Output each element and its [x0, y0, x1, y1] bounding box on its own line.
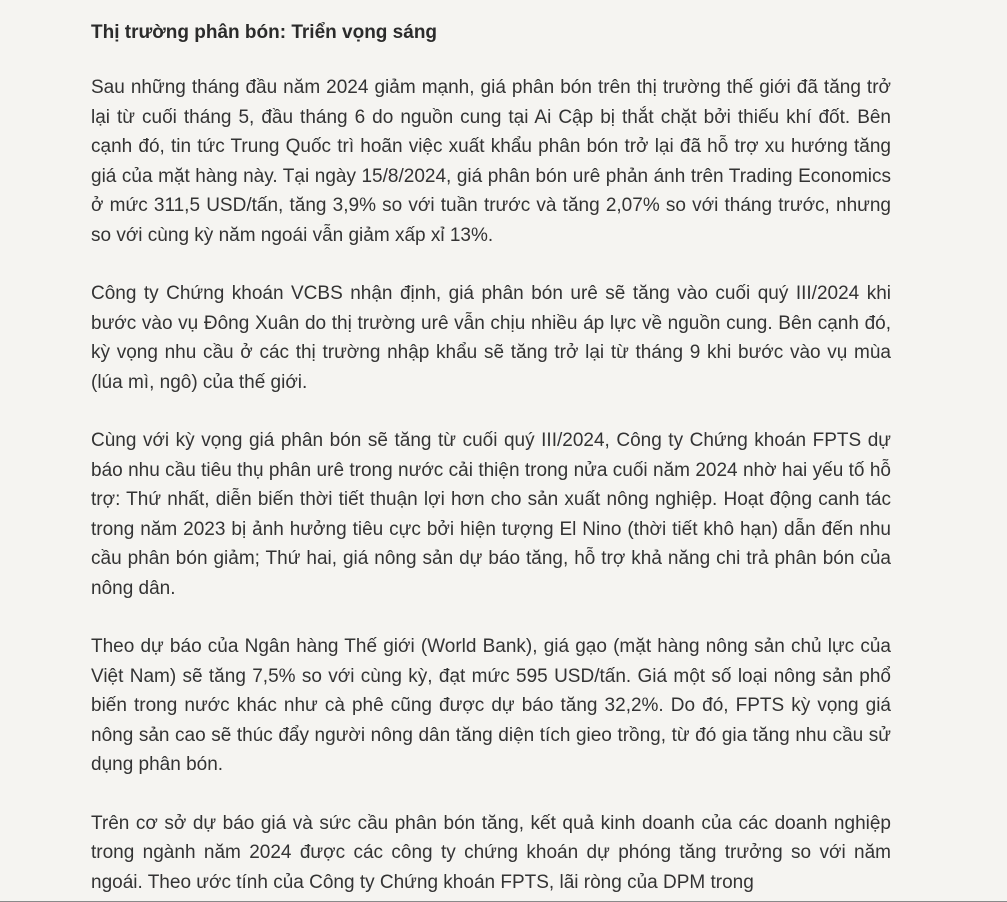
- paragraph-vcbs-outlook: Công ty Chứng khoán VCBS nhận định, giá phân bón urê sẽ tăng vào cuối quý III/2024 khi bước vào vụ Đông Xuân do thị trường urê vẫn chịu nhiều áp lực về nguồn cung. Bên cạnh đó, kỳ vọng nhu cầu ở các thị trường nhập khẩu sẽ tăng trở lại từ tháng 9 khi bước vào vụ mùa (lúa mì, ngô) của thế giới.: [91, 283, 891, 393]
- article-heading: Thị trường phân bón: Triển vọng sáng: [91, 22, 438, 43]
- paragraph-fpts-demand: Cùng với kỳ vọng giá phân bón sẽ tăng từ cuối quý III/2024, Công ty Chứng khoán FPTS dự báo nhu cầu tiêu thụ phân urê trong nước cải thiện trong nửa cuối năm 2024 nhờ hai yếu tố hỗ trợ: Thứ nhất, diễn biến thời tiết thuận lợi hơn cho sản xuất nông nghiệp. Hoạt động canh tác trong năm 2023 bị ảnh hưởng tiêu cực bởi hiện tượng El Nino (thời tiết khô hạn) dẫn đến nhu cầu phân bón giảm; Thứ hai, giá nông sản dự báo tăng, hỗ trợ khả năng chi trả phân bón của nông dân.: [91, 430, 891, 599]
- paragraph-business-results: Trên cơ sở dự báo giá và sức cầu phân bón tăng, kết quả kinh doanh của các doanh nghiệp trong ngành năm 2024 được các công ty chứng khoán dự phóng tăng trưởng so với năm ngoái. Theo ước tính của Công ty Chứng khoán FPTS, lãi ròng của DPM trong: [91, 812, 891, 893]
- paragraph-world-bank-forecast: Theo dự báo của Ngân hàng Thế giới (World Bank), giá gạo (mặt hàng nông sản chủ lực của Việt Nam) sẽ tăng 7,5% so với cùng kỳ, đạt mức 595 USD/tấn. Giá một số loại nông sản phổ biến trong nước khác như cà phê cũng được dự báo tăng 32,2%. Do đó, FPTS kỳ vọng giá nông sản cao sẽ thúc đẩy người nông dân tăng diện tích gieo trồng, từ đó gia tăng nhu cầu sử dụng phân bón.: [91, 636, 891, 775]
- paragraph-fertilizer-price: Sau những tháng đầu năm 2024 giảm mạnh, giá phân bón trên thị trường thế giới đã tăng trở lại từ cuối tháng 5, đầu tháng 6 do nguồn cung tại Ai Cập bị thắt chặt bởi thiếu khí đốt. Bên cạnh đó, tin tức Trung Quốc trì hoãn việc xuất khẩu phân bón trở lại đã hỗ trợ xu hướng tăng giá của mặt hàng này. Tại ngày 15/8/2024, giá phân bón urê phản ánh trên Trading Economics ở mức 311,5 USD/tấn, tăng 3,9% so với tuần trước và tăng 2,07% so với tháng trước, nhưng so với cùng kỳ năm ngoái vẫn giảm xấp xỉ 13%.: [91, 77, 891, 246]
- article-body: [91, 18, 891, 897]
